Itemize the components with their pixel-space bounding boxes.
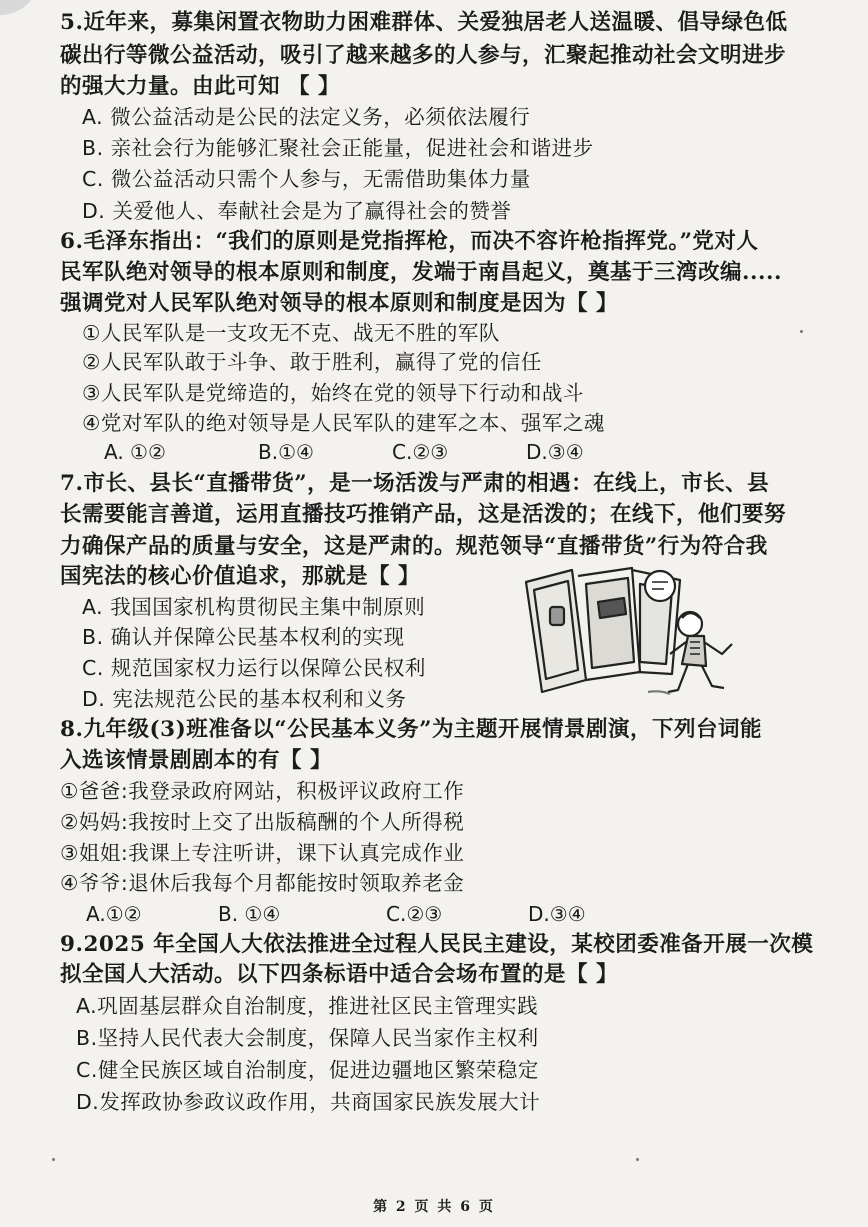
q8-stem-line-2: 入选该情景剧剧本的有【 】: [60, 748, 332, 773]
q5-stem-line-2: 碳出行等微公益活动，吸引了越来越多的人参与，汇聚起推动社会文明进步: [60, 43, 787, 68]
q7-option-a: A. 我国国家机构贯彻民主集中制原则: [82, 595, 426, 619]
q5-stem-line-1: 5.近年来，募集闲置衣物助力困难群体、关爱独居老人送温暖、倡导绿色低: [60, 10, 788, 35]
q8-statement-1: ①爸爸:我登录政府网站，积极评议政府工作: [60, 779, 465, 803]
q8-choice-a: A.①②: [86, 902, 142, 926]
q7-stem-line-1: 7.市长、县长“直播带货”，是一场活泼与严肃的相遇：在线上，市长、县: [60, 471, 770, 496]
scan-speck: [800, 330, 803, 333]
scan-corner-shadow: [0, 0, 40, 15]
q6-statement-1: ①人民军队是一支攻无不克、战无不胜的军队: [82, 321, 500, 345]
q5-option-a: A. 微公益活动是公民的法定义务，必须依法履行: [82, 105, 531, 129]
q8-statement-2: ②妈妈:我按时上交了出版稿酬的个人所得税: [60, 810, 465, 834]
q5-option-d: D. 关爱他人、奉献社会是为了赢得社会的赞誉: [82, 199, 512, 223]
q8-statement-4: ④爷爷:退休后我每个月都能按时领取养老金: [60, 871, 465, 895]
q9-option-a: A.巩固基层群众自治制度，推进社区民主管理实践: [76, 994, 539, 1018]
page-footer: 第 2 页 共 6 页: [373, 1199, 495, 1215]
q5-option-c: C. 微公益活动只需个人参与，无需借助集体力量: [82, 167, 531, 191]
q7-option-b: B. 确认并保障公民基本权利的实现: [82, 625, 405, 649]
q9-option-c: C.健全民族区域自治制度，促进边疆地区繁荣稳定: [76, 1058, 539, 1082]
q6-choice-b: B.①④: [258, 440, 314, 464]
q6-stem-line-2: 民军队绝对领导的根本原则和制度，发端于南昌起义，奠基于三湾改编.....: [60, 260, 782, 285]
q6-choice-c: C.②③: [392, 440, 449, 464]
q9-stem-line-1: 9.2025 年全国人大依法推进全过程人民民主建设，某校团委准备开展一次模: [60, 932, 814, 957]
scan-speck: [52, 1158, 55, 1161]
q6-statement-3: ③人民军队是党缔造的，始终在党的领导下行动和战斗: [82, 381, 584, 405]
q8-statement-3: ③姐姐:我课上专注听讲，课下认真完成作业: [60, 841, 465, 865]
q8-choice-d: D.③④: [528, 902, 586, 926]
livestream-cartoon-illustration: [520, 562, 745, 697]
q9-option-d: D.发挥政协参政议政作用，共商国家民族发展大计: [76, 1090, 541, 1114]
q8-choice-b: B. ①④: [218, 902, 281, 926]
q6-stem-line-1: 6.毛泽东指出：“我们的原则是党指挥枪，而决不容许枪指挥党。”党对人: [60, 229, 759, 254]
q7-option-c: C. 规范国家权力运行以保障公民权利: [82, 656, 426, 680]
q6-statement-2: ②人民军队敢于斗争、敢于胜利，赢得了党的信任: [82, 350, 542, 374]
q9-stem-line-2: 拟全国人大活动。以下四条标语中适合会场布置的是【 】: [60, 962, 618, 987]
q6-stem-line-3: 强调党对人民军队绝对领导的根本原则和制度是因为【 】: [60, 291, 618, 316]
q6-choice-a: A. ①②: [104, 440, 166, 464]
q5-stem-line-3: 的强大力量。由此可知 【 】: [60, 74, 340, 99]
q8-choice-c: C.②③: [386, 902, 443, 926]
q7-option-d: D. 宪法规范公民的基本权利和义务: [82, 687, 407, 711]
q7-stem-line-3: 力确保产品的质量与安全，这是严肃的。规范领导“直播带货”行为符合我: [60, 534, 768, 559]
scan-speck: [636, 1158, 639, 1161]
q6-choice-d: D.③④: [526, 440, 584, 464]
q7-stem-line-4: 国宪法的核心价值追求，那就是【 】: [60, 564, 420, 589]
q9-option-b: B.坚持人民代表大会制度，保障人民当家作主权利: [76, 1026, 539, 1050]
q8-stem-line-1: 8.九年级(3)班准备以“公民基本义务”为主题开展情景剧演，下列台词能: [60, 717, 762, 742]
q7-stem-line-2: 长需要能言善道，运用直播技巧推销产品，这是活泼的；在线下，他们要努: [60, 502, 787, 527]
q6-statement-4: ④党对军队的绝对领导是人民军队的建军之本、强军之魂: [82, 411, 605, 435]
q5-option-b: B. 亲社会行为能够汇聚社会正能量，促进社会和谐进步: [82, 136, 594, 160]
